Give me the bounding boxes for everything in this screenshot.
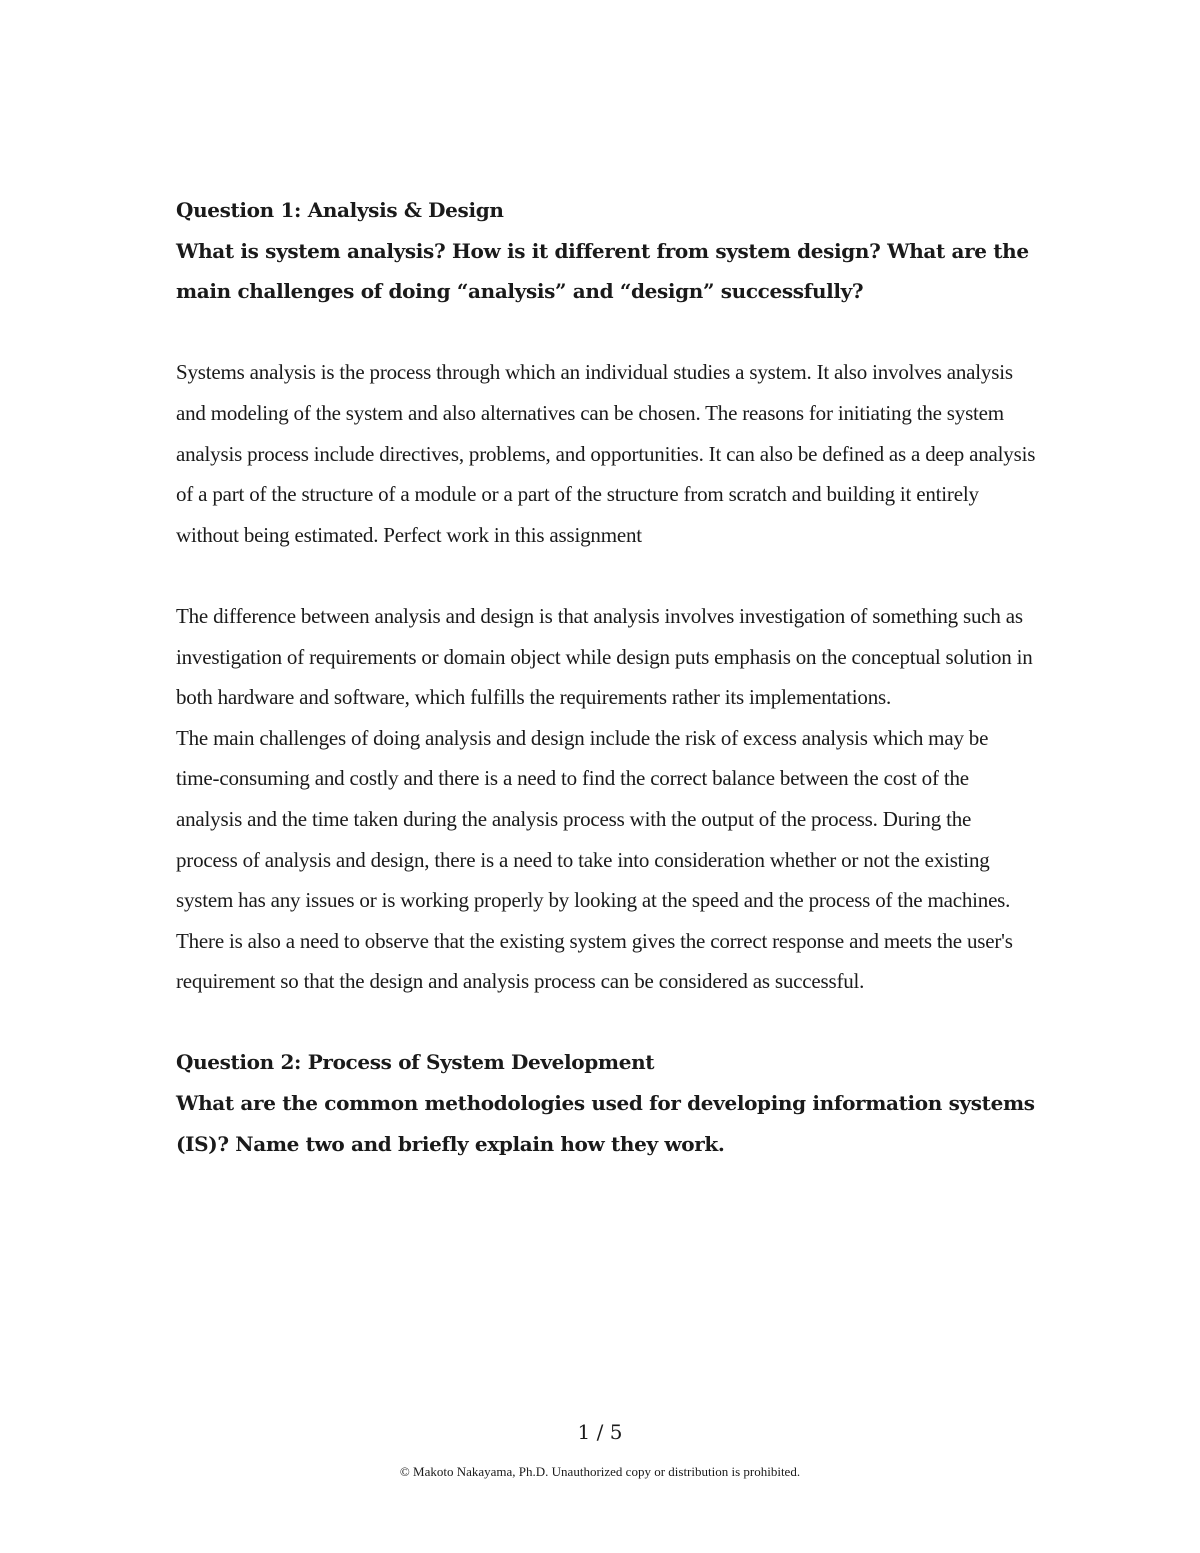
spacer (176, 555, 1036, 596)
question-1-prompt: What is system analysis? How is it different from system design? What are the main challenges of doing “analysis” and “design” successfully? (176, 238, 1029, 304)
question-2-prompt: What are the common methodologies used for developing information systems (IS)? Name two and briefly explain how they work. (176, 1091, 1035, 1156)
spacer (176, 1002, 1036, 1043)
answer-paragraph-2: The difference between analysis and design is that analysis involves investigation of something such as investigation of requirements or domain object while design puts emphasis on the conceptual solution in both hardware and software, which fulfills the requirements rather its implementations. (176, 603, 1033, 710)
question-2-title: Question 2: Process of System Development (176, 1050, 655, 1075)
page-number: 1 / 5 (577, 1420, 623, 1444)
copyright-notice: © Makoto Nakayama, Ph.D. Unauthorized copy or distribution is prohibited. (399, 1464, 801, 1479)
document-content (176, 190, 1036, 1164)
answer-paragraph-1: Systems analysis is the process through which an individual studies a system. It also involves analysis and modeling of the system and also alternatives can be chosen. The reasons for initiating the system analysis process include directives, problems, and opportunities. It can also be defined as a deep analysis of a part of the structure of a module or a part of the structure from scratch and building it entirely without being estimated. Perfect work in this assignment (176, 360, 1036, 547)
question-1-title: Question 1: Analysis & Design (176, 198, 504, 222)
spacer (176, 312, 1036, 353)
answer-paragraph-3: The main challenges of doing analysis and design include the risk of excess analysis which may be time-consuming and costly and there is a need to find the correct balance between the cost of the analysis and the time taken during the analysis process with the output of the process. During the process of analysis and design, there is a need to take into consideration whether or not the existing system has any issues or is working properly by looking at the speed and the process of the machines. There is also a need to observe that the existing system gives the correct response and meets the user's requirement so that the design and analysis process can be considered as successful. (176, 725, 1013, 994)
